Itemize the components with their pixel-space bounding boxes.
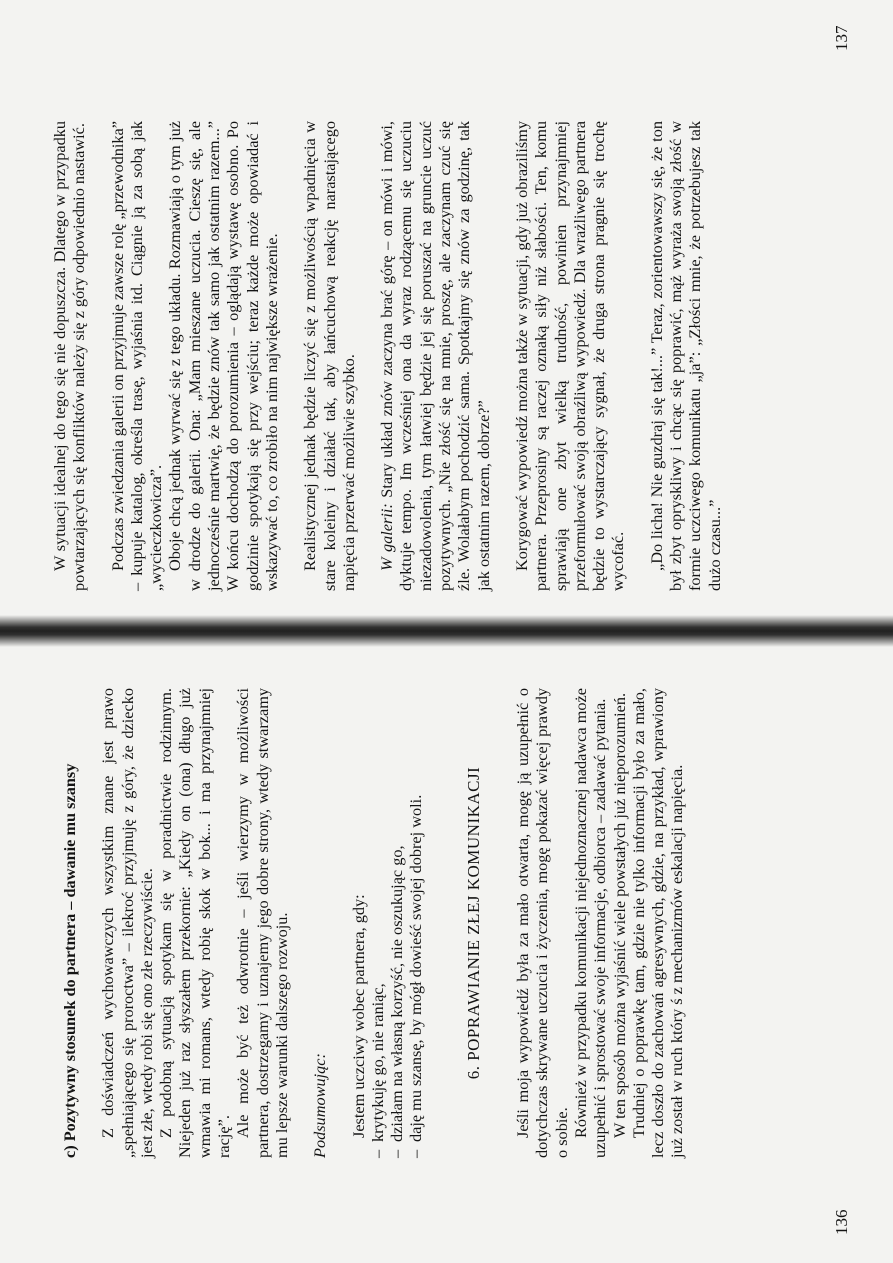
right-page-text	[50, 121, 724, 591]
summary-intro: Jestem uczciwy wobec partnera, gdy:	[348, 894, 368, 1138]
summary-item: – daję mu szansę, by mógł dowieść swojej dobrej woli.	[406, 688, 425, 1158]
subsection-heading: c) Pozytywny stosunek do partnera – dawanie mu szansy	[60, 763, 79, 1158]
paragraph: Również w przypadku komunikacji niejednoznacznej nadawca może uzupełnić i sprostować swoje informacje, odbiorca – zadawać pytania.	[570, 688, 610, 1158]
paragraph: Jeśli moja wypowiedź była za mało otwarta, mogę ją uzupełnić o dotychczas skrywane uczucia i życzenia, mogę pokazać więcej prawdy o sobie.	[513, 688, 571, 1158]
summary-item: – działam na własną korzyść, nie oszukując go,	[387, 688, 406, 1158]
summary-label: Podsumowując:	[310, 1053, 330, 1158]
paragraph: Realistycznej jednak będzie liczyć się z możliwością wpadnięcia w stare koleiny i działać tak, aby łańcuchową reakcję narastającego napięcia przerwać możliwie szybko.	[300, 121, 358, 591]
left-page-text	[60, 688, 687, 1158]
summary-list	[368, 688, 426, 1158]
left-page	[0, 632, 893, 1263]
paragraph: Ale może być też odwrotnie – jeśli wierzymy w możliwości partnera, dostrzegamy i uznajemy jego dobre strony, wtedy stwarzamy mu lepsze warunki dalszego rozwoju.	[233, 688, 291, 1158]
paragraph: W ten sposób można wyjaśnić wiele powstałych już nieporozumień.	[609, 692, 629, 1138]
gallery-text: Stary układ znów zaczyna brać górę – on mówi i mówi, dyktuje tempo. Im wcześniej ona da wyraz rodzącemu się uczuciu niezadowolenia, tym łatwiej będzie jej się poruszać na gruncie uczuć pozytywnych. „Nie złość się na mnie, proszę, ale zaczynam czuć się źle. Wolałabym pochodzić sama. Spotkajmy się znów za godzinę, tak jak ostatnim razem, dobrze?”	[377, 120, 493, 591]
page-number-left: 136	[832, 1209, 851, 1235]
paragraph: Podczas zwiedzania galerii on przyjmuje zawsze rolę „przewodnika” – kupuje katalog, określa trasę, wyjaśnia itd. Ciągnie ją za sobą jak „wycieczkowicza”.	[107, 121, 166, 591]
paragraph: „Do licha! Nie guzdraj się tak!...” Teraz, zorientowawszy się, że ton był zbyt opryskliwy i chcąc się poprawić, mąż wyraża swoją złość w formie uczciwego komunikatu „ja”: „Złości mnie, że potrzebujesz tak dużo czasu...”	[646, 121, 724, 591]
paragraph: Oboje chcą jednak wyrwać się z tego układu. Rozmawiają o tym już w drodze do galerii. Ona: „Mam mieszane uczucia. Cieszę się, ale jednocześnie martwię, że będzie znów tak samo jak ostatnim razem...” W końcu dochodzą do porozumienia – oglądają wystawę osobno. Po godzinie spotykają się przy wejściu; teraz każde może opowiadać i wskazywać to, co zrobiło na nim największe wrażenie.	[165, 121, 281, 591]
gallery-example	[377, 121, 493, 591]
summary-item: – krytykuję go, nie raniąc,	[368, 688, 387, 1158]
gallery-lead: W galerii:	[377, 503, 397, 571]
paragraph: Z podobną sytuacją spotykam się w poradnictwie rodzinnym. Niejeden już raz słyszałem przekornie: „Kiedy on (ona) długo już wmawia mi romans, wtedy robię skok w bok... i ma przynajmniej rację”.	[156, 688, 234, 1158]
paragraph: Korygować wypowiedź można także w sytuacji, gdy już obraziliśmy partnera. Przeprosiny są raczej oznaką siły niż słabości. Ten, komu sprawiają one zbyt wielką trudność, powinien przynajmniej przeformułować swoją obraźliwą wypowiedź. Dla wrażliwego partnera będzie to wystarczający sygnał, że druga strona pragnie się trochę wycofać.	[511, 121, 628, 591]
paragraph: W sytuacji idealnej do tego się nie dopuszcza. Dlatego w przypadku powtarzających się konfliktów należy się z góry odpowiednio nastawić.	[50, 121, 89, 591]
right-page	[0, 0, 893, 631]
paragraph: Z doświadczeń wychowawczych wszystkim znane jest prawo „spełniającego się proroctwa” – ilekroć przyjmuję z góry, że dziecko jest złe, wtedy robi się ono złe rzeczywiście.	[98, 688, 156, 1158]
paragraph: Trudniej o poprawkę tam, gdzie nie tylko informacji było za mało, lecz doszło do zachowań agresywnych, gdzie, na przykład, wprawiony już został w ruch który ś z mechanizmów eskalacji napięcia.	[628, 688, 687, 1158]
page-number-right: 137	[832, 25, 851, 51]
section-title: 6. POPRAWIANIE ZŁEJ KOMUNIKACJI	[463, 766, 483, 1080]
